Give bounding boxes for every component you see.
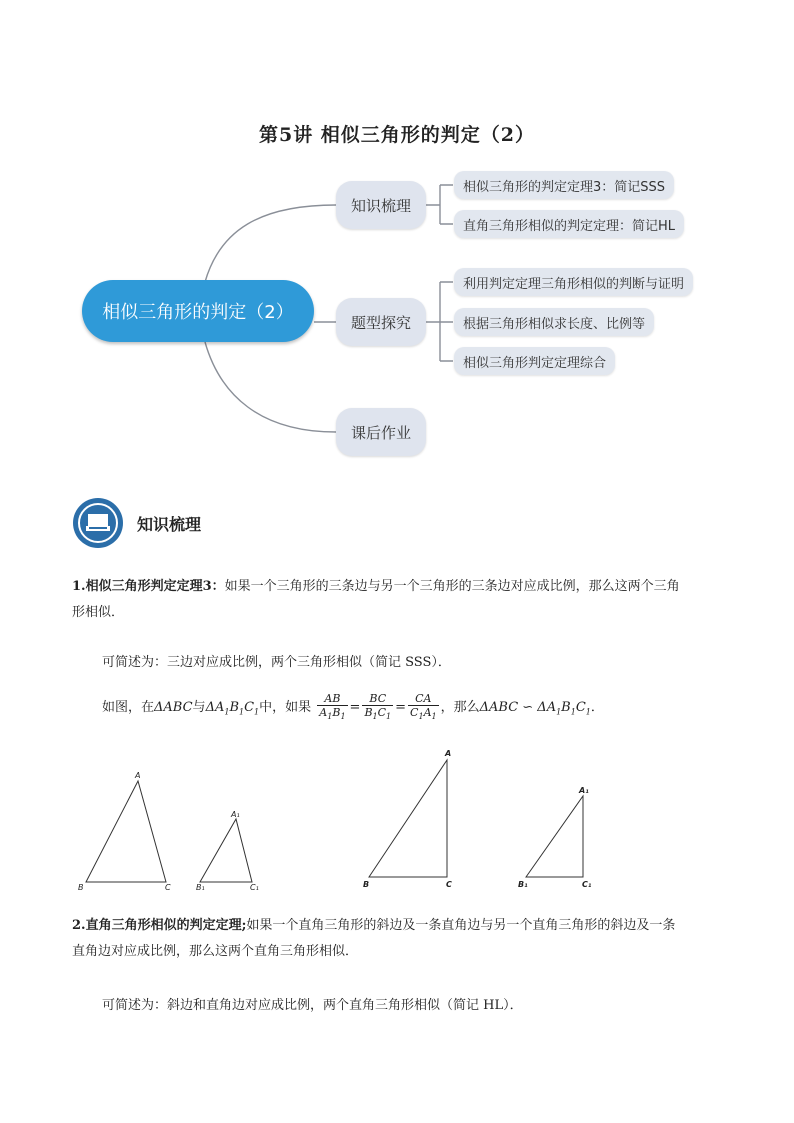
label-a1-right: A₁: [579, 786, 589, 795]
theorem-hl-summary: 可简述为：斜边和直角边对应成比例，两个直角三角形相似（简记 HL）．: [102, 998, 523, 1013]
mindmap-branch-homework: 课后作业: [336, 408, 426, 456]
connector-root-branch1: [205, 205, 336, 282]
theorem-3-example: 如图，在ΔABC与$\Delta A_1B_1C_1$中，如果 $\frac{AB}{A_1B_1}$ = $\frac{BC}{B_1C_1}$ = $\frac{CA}{C_1A_1}$ ，那么ΔABC ∽ $\Delta A_1B_1C_1$．: [102, 692, 604, 722]
theorem-3-summary: 可简述为：三边对应成比例，两个三角形相似（简记 SSS）．: [102, 655, 451, 670]
connector-root-branch3: [205, 342, 336, 432]
theorem-hl-heading: 2.直角三角形相似的判定定理;: [72, 918, 247, 933]
example-text: ，那么: [440, 700, 480, 716]
theorem-3-heading: 1.相似三角形判定定理3：: [72, 579, 225, 594]
mindmap-leaf: 根据三角形相似求长度、比例等: [454, 308, 654, 336]
label-c1-right: C₁: [582, 880, 592, 889]
example-text: 如图，在: [102, 700, 155, 716]
label-c-right: C: [446, 880, 452, 889]
label-b1: B₁: [196, 883, 205, 892]
theorem-hl-paragraph: [72, 913, 732, 965]
label-b-right: B: [363, 880, 370, 889]
mindmap-leaf: 相似三角形判定定理综合: [454, 347, 615, 375]
example-text: 中，如果: [259, 700, 312, 716]
label-b1-right: B₁: [518, 880, 528, 889]
label-a: A: [135, 771, 141, 780]
theorem-hl-text-cont: 直角边对应成比例，那么这两个直角三角形相似．: [72, 944, 359, 959]
triangle-a1b1c1-right: [526, 796, 583, 877]
mindmap-root: 相似三角形的判定（2）: [82, 280, 314, 342]
triangle-abc-right: [369, 760, 447, 877]
connector-branch1-leaves: [426, 185, 453, 224]
label-b: B: [78, 883, 84, 892]
theorem-hl-text: 如果一个直角三角形的斜边及一条直角边与另一个直角三角形的斜边及一条: [246, 918, 676, 933]
triangle-abc-acute: [86, 781, 166, 882]
mindmap-leaf: 利用判定定理三角形相似的判断与证明: [454, 268, 693, 296]
section-title: 知识梳理: [137, 515, 202, 534]
theorem-3-text: 如果一个三角形的三条边与另一个三角形的三条边对应成比例，那么这两个三角: [224, 579, 680, 594]
label-c1: C₁: [250, 883, 259, 892]
label-a-right: A: [445, 749, 452, 758]
triangle-figures: [0, 740, 794, 900]
connector-branch2-leaves: [426, 282, 453, 361]
triangle-a1b1c1-acute: [200, 819, 252, 882]
mindmap-branch-knowledge: 知识梳理: [336, 181, 426, 229]
ratio-bc: $\frac{BC}{B_1C_1}$: [364, 692, 392, 722]
ratio-ca: $\frac{CA}{C_1A_1}$: [410, 692, 437, 722]
mindmap-leaf: 直角三角形相似的判定定理：简记HL: [454, 210, 684, 238]
mindmap-leaf: 相似三角形的判定定理3：简记SSS: [454, 171, 674, 199]
label-c: C: [165, 883, 171, 892]
page-title: 第5讲 相似三角形的判定（2）: [258, 124, 536, 146]
label-a1: A₁: [231, 810, 240, 819]
theorem-3-text-cont: 形相似．: [72, 605, 125, 620]
theorem-3-paragraph: [72, 574, 732, 626]
mindmap-branch-types: 题型探究: [336, 298, 426, 346]
ratio-ab: $\frac{AB}{A_1B_1}$: [319, 692, 346, 722]
book-icon: [73, 498, 123, 548]
